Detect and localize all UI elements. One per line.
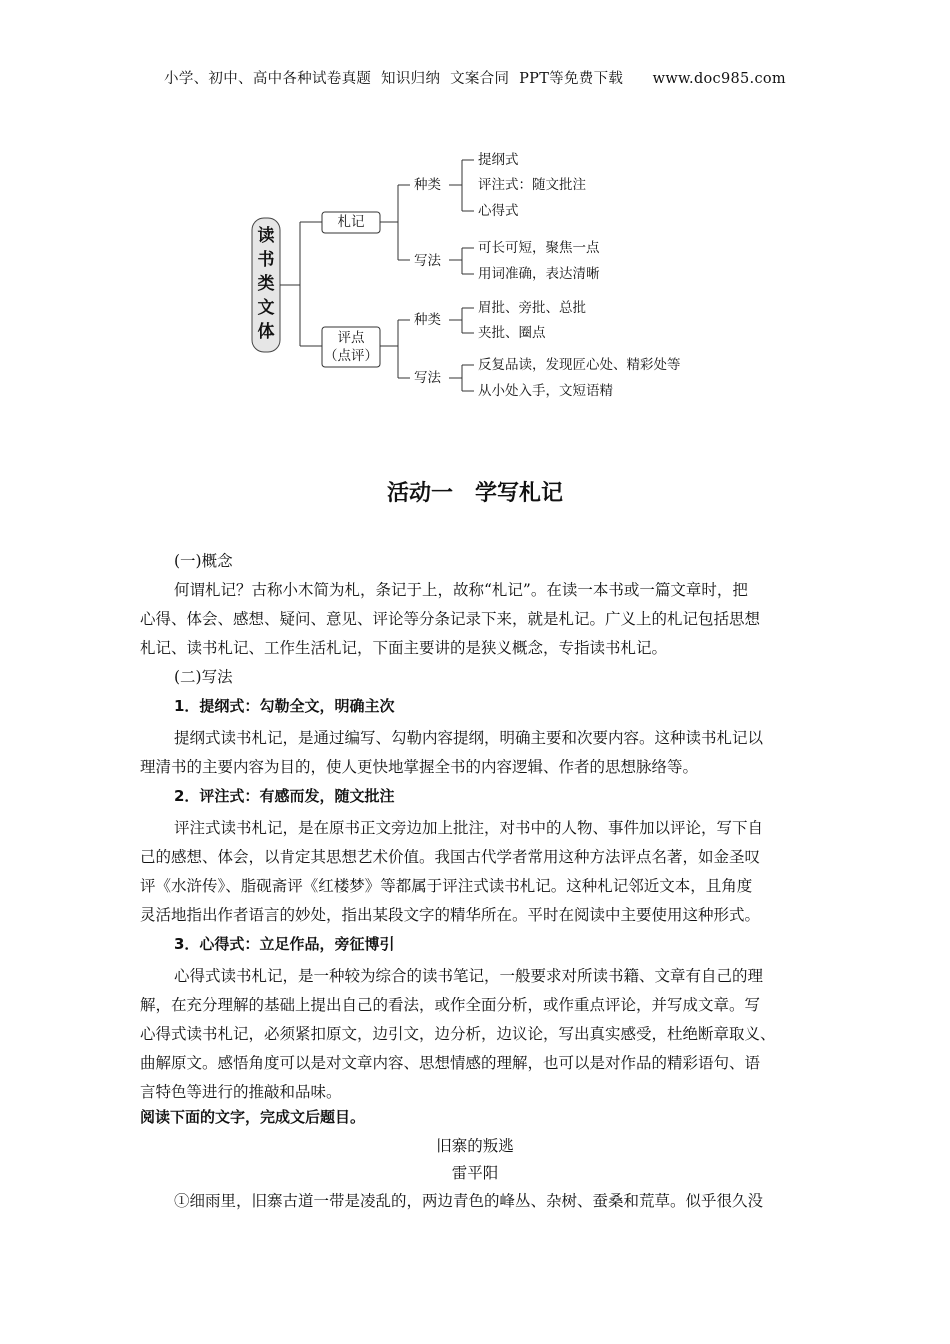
branch2-method-label: 写法 xyxy=(414,370,441,386)
article-paragraph: ①细雨里，旧寨古道一带是凌乱的，两边青色的峰丛、杂树、蚕桑和荒草。似乎很久没 xyxy=(174,1192,764,1210)
paragraph-line: 曲解原文。感悟角度可以是对文章内容、思想情感的理解，也可以是对作品的精彩语句、语 xyxy=(140,1054,761,1072)
item-heading: 1．提纲式：勾勒全文，明确主次 xyxy=(174,697,395,715)
branch2-method-1: 反复品读，发现匠心处、精彩处等 xyxy=(478,357,681,373)
branch1-kinds-label: 种类 xyxy=(414,177,441,193)
branch1-kind-3: 心得式 xyxy=(478,203,519,219)
branch2-kind-2: 夹批、圈点 xyxy=(478,325,546,341)
paragraph-line: 解，在充分理解的基础上提出自己的看法，或作全面分析，或作重点评论，并写成文章。写 xyxy=(140,996,761,1014)
mind-map-diagram xyxy=(0,0,950,420)
diagram-root xyxy=(252,224,280,344)
branch1-method-label: 写法 xyxy=(414,253,441,269)
paragraph-line: 心得式读书札记，是一种较为综合的读书笔记，一般要求对所读书籍、文章有自己的理 xyxy=(174,967,764,985)
mind-map-lines xyxy=(0,0,950,420)
article-title: 旧寨的叛逃 xyxy=(436,1137,514,1155)
paragraph-line: 评注式读书札记，是在原书正文旁边加上批注，对书中的人物、事件加以评论，写下自 xyxy=(174,819,764,837)
branch2-method-2: 从小处入手，文短语精 xyxy=(478,383,613,399)
node-pingdian-sub: （点评） xyxy=(324,348,378,364)
subheading-concept: (一)概念 xyxy=(174,552,233,570)
diagram-root-char: 类 xyxy=(257,274,275,294)
diagram-root-char: 体 xyxy=(257,322,275,342)
section-title: 活动一 学写札记 xyxy=(386,481,563,506)
diagram-root-char: 文 xyxy=(257,298,275,318)
paragraph-line: 何谓札记？古称小木简为札，条记于上，故称“札记”。在读一本书或一篇文章时，把 xyxy=(174,581,748,599)
branch1-method-2: 用词准确，表达清晰 xyxy=(478,266,600,282)
paragraph-line: 己的感想、体会，以肯定其思想艺术价值。我国古代学者常用这种方法评点名著，如金圣叹 xyxy=(140,848,761,866)
paragraph-line: 言特色等进行的推敲和品味。 xyxy=(140,1083,342,1101)
branch1-kind-1: 提纲式 xyxy=(478,152,519,168)
paragraph-line: 灵活地指出作者语言的妙处，指出某段文字的精华所在。平时在阅读中主要使用这种形式。 xyxy=(140,906,761,924)
page-header: 小学、初中、高中各种试卷真题 知识归纳 文案合同 PPT等免费下载 www.doc985.com xyxy=(164,71,786,87)
node-zhaji: 札记 xyxy=(337,214,365,230)
branch1-method-1: 可长可短，聚焦一点 xyxy=(478,240,600,256)
paragraph-line: 提纲式读书札记，是通过编写、勾勒内容提纲，明确主要和次要内容。这种读书札记以 xyxy=(174,729,764,747)
paragraph-line: 札记、读书札记、工作生活札记，下面主要讲的是狭义概念，专指读书札记。 xyxy=(140,639,668,657)
subheading-method: (二)写法 xyxy=(174,668,233,686)
paragraph-line: 理清书的主要内容为目的，使人更快地掌握全书的内容逻辑、作者的思想脉络等。 xyxy=(140,758,699,776)
branch1-kind-2: 评注式：随文批注 xyxy=(478,177,586,193)
diagram-root-char: 读 xyxy=(257,226,275,246)
paragraph-line: 评《水浒传》、脂砚斋评《红楼梦》等都属于评注式读书札记。这种札记邻近文本，且角度 xyxy=(140,877,753,895)
paragraph-line: 心得式读书札记，必须紧扣原文，边引文，边分析，边议论，写出真实感受，杜绝断章取义、 xyxy=(140,1025,776,1043)
branch2-kind-1: 眉批、旁批、总批 xyxy=(478,300,586,316)
item-heading: 2．评注式：有感而发，随文批注 xyxy=(174,787,395,805)
diagram-root-char: 书 xyxy=(257,250,275,270)
node-pingdian: 评点 xyxy=(337,330,365,346)
branch2-kinds-label: 种类 xyxy=(414,312,441,328)
instruction: 阅读下面的文字，完成文后题目。 xyxy=(140,1108,366,1126)
article-author: 雷平阳 xyxy=(451,1164,499,1182)
paragraph-line: 心得、体会、感想、疑问、意见、评论等分条记录下来，就是札记。广义上的札记包括思想 xyxy=(140,610,761,628)
item-heading: 3．心得式：立足作品，旁征博引 xyxy=(174,935,395,953)
